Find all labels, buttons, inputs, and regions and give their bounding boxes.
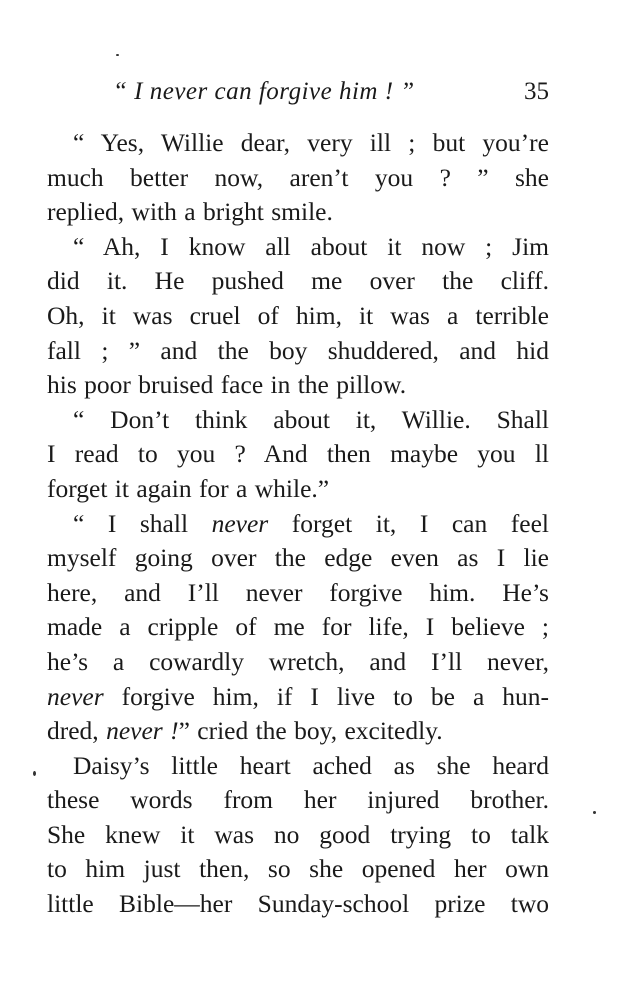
page-number: 35	[524, 78, 549, 105]
ink-speck	[116, 54, 119, 56]
emphasis-text: never !	[106, 716, 179, 746]
text-segment: “ Ah, I know all about it now ; Jim	[73, 231, 549, 261]
text-line	[47, 195, 549, 230]
text-segment: Oh, it was cruel of him, it was a terrible	[47, 300, 549, 330]
text-line	[47, 610, 549, 645]
text-segment: to him just then, so she opened her own	[47, 854, 549, 884]
text-line	[47, 680, 549, 715]
text-line	[47, 161, 549, 196]
text-line	[47, 645, 549, 680]
text-segment: forget it again for a while.”	[47, 473, 330, 503]
text-segment: here, and I’ll never forgive him. He’s	[47, 577, 549, 607]
text-segment: did it. He pushed me over the cliff.	[47, 266, 549, 296]
text-segment: little Bible—her Sunday-school prize two	[47, 889, 549, 919]
emphasis-text: never	[47, 681, 104, 711]
text-line	[47, 818, 549, 853]
page-header	[47, 78, 549, 118]
text-line	[47, 714, 549, 749]
text-segment: his poor bruised face in the pillow.	[47, 370, 407, 400]
text-line	[47, 264, 549, 299]
text-segment: ” cried the boy, excitedly.	[178, 716, 443, 746]
text-segment: myself going over the edge even as I lie	[47, 543, 549, 573]
text-segment: “ Don’t think about it, Willie. Shall	[73, 404, 549, 434]
ink-speck	[593, 811, 596, 814]
text-segment: I read to you ? And then maybe you ll	[47, 439, 549, 469]
text-line	[47, 299, 549, 334]
text-line	[47, 126, 549, 161]
text-line	[47, 437, 549, 472]
text-segment: made a cripple of me for life, I believe ;	[47, 612, 549, 642]
text-segment: these words from her injured brother.	[47, 785, 549, 815]
text-line	[47, 368, 549, 403]
body-text	[47, 126, 549, 922]
text-line	[47, 403, 549, 438]
text-line	[47, 472, 549, 507]
text-segment: forget it, I can feel	[268, 508, 549, 538]
text-segment: “ Yes, Willie dear, very ill ; but you’re	[73, 128, 549, 157]
text-segment: replied, with a bright smile.	[47, 197, 333, 227]
text-line	[47, 541, 549, 576]
text-segment: “ I shall	[73, 508, 212, 538]
text-segment: much better now, aren’t you ? ” she	[47, 162, 549, 192]
text-segment: Daisy’s little heart ached as she heard	[73, 750, 549, 780]
text-segment: forgive him, if I live to be a hun-	[103, 681, 549, 711]
text-line	[47, 852, 549, 887]
text-line	[47, 507, 549, 542]
text-line	[47, 887, 549, 922]
text-line	[47, 749, 549, 784]
text-segment: She knew it was no good trying to talk	[47, 819, 549, 849]
running-title: “ I never can forgive him ! ”	[113, 78, 415, 105]
text-segment: he’s a cowardly wretch, and I’ll never,	[47, 646, 549, 676]
text-segment: dred,	[47, 716, 107, 746]
text-line	[47, 334, 549, 369]
text-line	[47, 576, 549, 611]
text-segment: fall ; ” and the boy shuddered, and hid	[47, 335, 549, 365]
text-line	[47, 230, 549, 265]
emphasis-text: never	[211, 508, 269, 538]
text-line	[47, 783, 549, 818]
ink-speck	[33, 771, 36, 776]
